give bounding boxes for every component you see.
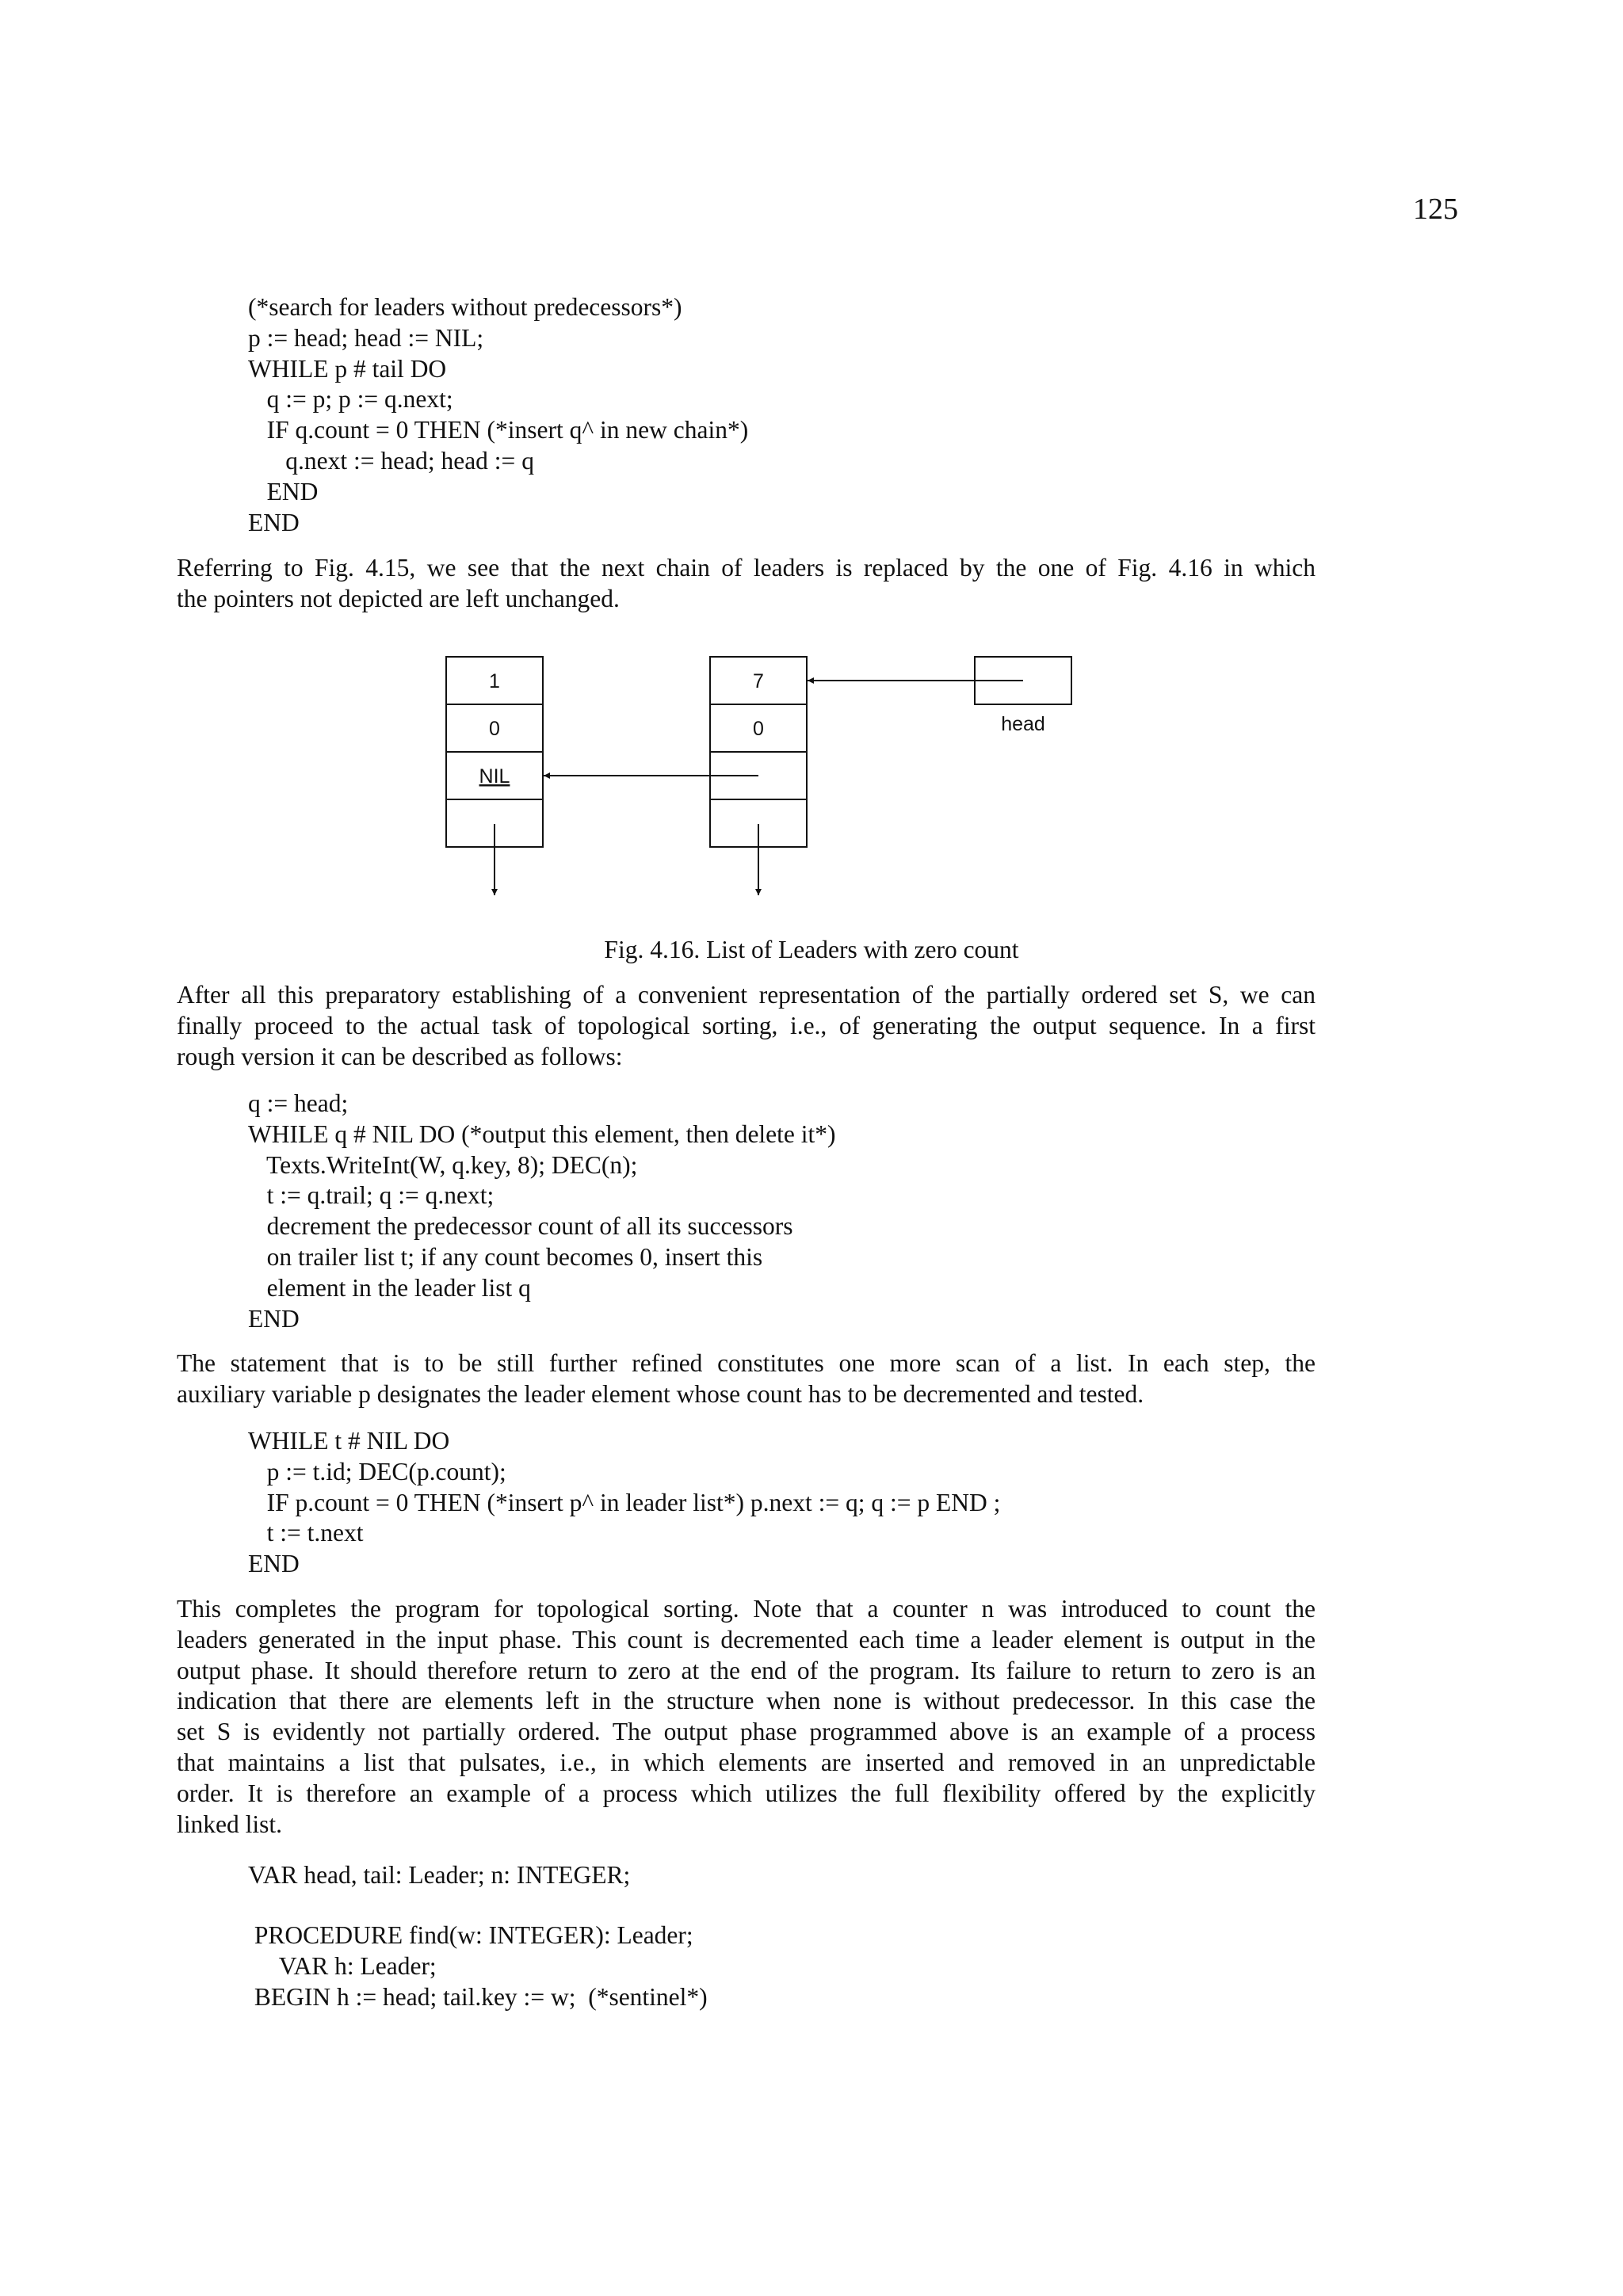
paragraph-line: rough version it can be described as follows: (177, 1042, 623, 1070)
paragraph-line: finally proceed to the actual task of topological sorting, i.e., of generating the output sequence. In a first (177, 1011, 1316, 1039)
code-line: END (248, 1304, 300, 1333)
nil-label: NIL (479, 765, 510, 788)
paragraph-statement (177, 1348, 1316, 1410)
code-line: element in the leader list q (248, 1273, 531, 1302)
code-line: t := q.trail; q := q.next; (248, 1181, 495, 1210)
code-line: IF q.count = 0 THEN (*insert q^ in new chain*) (248, 416, 749, 444)
figure-caption: Fig. 4.16. List of Leaders with zero count (604, 936, 1019, 963)
code-line: WHILE p # tail DO (248, 354, 447, 383)
leader-node-7 (544, 657, 807, 895)
code-line: q.next := head; head := q (248, 446, 534, 475)
paragraph-preparatory (177, 980, 1316, 1072)
paragraph-line: that maintains a list that pulsates, i.e., in which elements are inserted and removed in an unpredictable (177, 1748, 1316, 1776)
paragraph-line: linked list. (177, 1810, 282, 1838)
code-line: IF p.count = 0 THEN (*insert p^ in leader list*) p.next := q; q := p END ; (248, 1488, 1001, 1516)
leader-node-1 (446, 657, 543, 895)
code-block-output-phase (248, 1089, 836, 1334)
code-block-scan (248, 1426, 1000, 1580)
code-line: WHILE t # NIL DO (248, 1427, 450, 1455)
code-line: WHILE q # NIL DO (*output this element, then delete it*) (248, 1119, 836, 1148)
paragraph-line: After all this preparatory establishing of a convenient representation of the partially ordered set S, we can (177, 981, 1316, 1009)
paragraph-line: Referring to Fig. 4.15, we see that the next chain of leaders is replaced by the one of Fig. 4.16 in which (177, 554, 1316, 582)
node2-key: 7 (753, 670, 764, 692)
code-line: VAR head, tail: Leader; n: INTEGER; (248, 1861, 631, 1889)
code-line: (*search for leaders without predecessors*) (248, 293, 682, 321)
leader-list-diagram (0, 0, 1623, 935)
code-line: BEGIN h := head; tail.key := w; (*sentinel*) (248, 1982, 708, 2011)
code-line: q := head; (248, 1089, 349, 1117)
paragraph-line: output phase. It should therefore return to zero at the end of the program. Its failure to return to zero is an (177, 1656, 1316, 1684)
code-line: PROCEDURE find(w: INTEGER): Leader; (248, 1921, 693, 1949)
paragraph-line: This completes the program for topological sorting. Note that a counter n was introduced to count the (177, 1595, 1316, 1623)
node1-key: 1 (489, 670, 500, 692)
paragraph-completes (177, 1594, 1316, 1840)
code-line: VAR h: Leader; (248, 1951, 437, 1980)
code-line: END (248, 508, 300, 536)
code-line: p := t.id; DEC(p.count); (248, 1457, 506, 1486)
node2-count: 0 (753, 718, 764, 740)
code-line: decrement the predecessor count of all its successors (248, 1212, 793, 1241)
code-block-var-decl (248, 1860, 630, 1891)
node1-count: 0 (489, 718, 500, 740)
head-pointer (808, 657, 1071, 735)
paragraph-line: order. It is therefore an example of a process which utilizes the full flexibility offered by the explicitly (177, 1779, 1316, 1807)
paragraph-line: indication that there are elements left in the structure when none is without predecessor. In this case the (177, 1687, 1316, 1715)
code-line: t := t.next (248, 1519, 364, 1547)
head-label: head (1001, 713, 1045, 735)
paragraph-line: The statement that is to be still further refined constitutes one more scan of a list. In each step, the (177, 1349, 1316, 1377)
code-line: on trailer list t; if any count becomes 0, insert this (248, 1242, 763, 1271)
code-line: END (248, 1550, 300, 1578)
page-number: 125 (1413, 193, 1458, 226)
paragraph-line: set S is evidently not partially ordered. The output phase programmed above is an example of a process (177, 1718, 1316, 1746)
paragraph-line: the pointers not depicted are left unchanged. (177, 584, 620, 612)
code-line: Texts.WriteInt(W, q.key, 8); DEC(n); (248, 1150, 638, 1179)
paragraph-line: leaders generated in the input phase. This count is decremented each time a leader element is output in the (177, 1625, 1316, 1653)
code-line: q := p; p := q.next; (248, 385, 453, 414)
paragraph-line: auxiliary variable p designates the leader element whose count has to be decremented and tested. (177, 1379, 1144, 1408)
code-line: END (248, 477, 319, 505)
code-line: p := head; head := NIL; (248, 323, 484, 352)
code-block-procedure-find (248, 1920, 708, 2012)
